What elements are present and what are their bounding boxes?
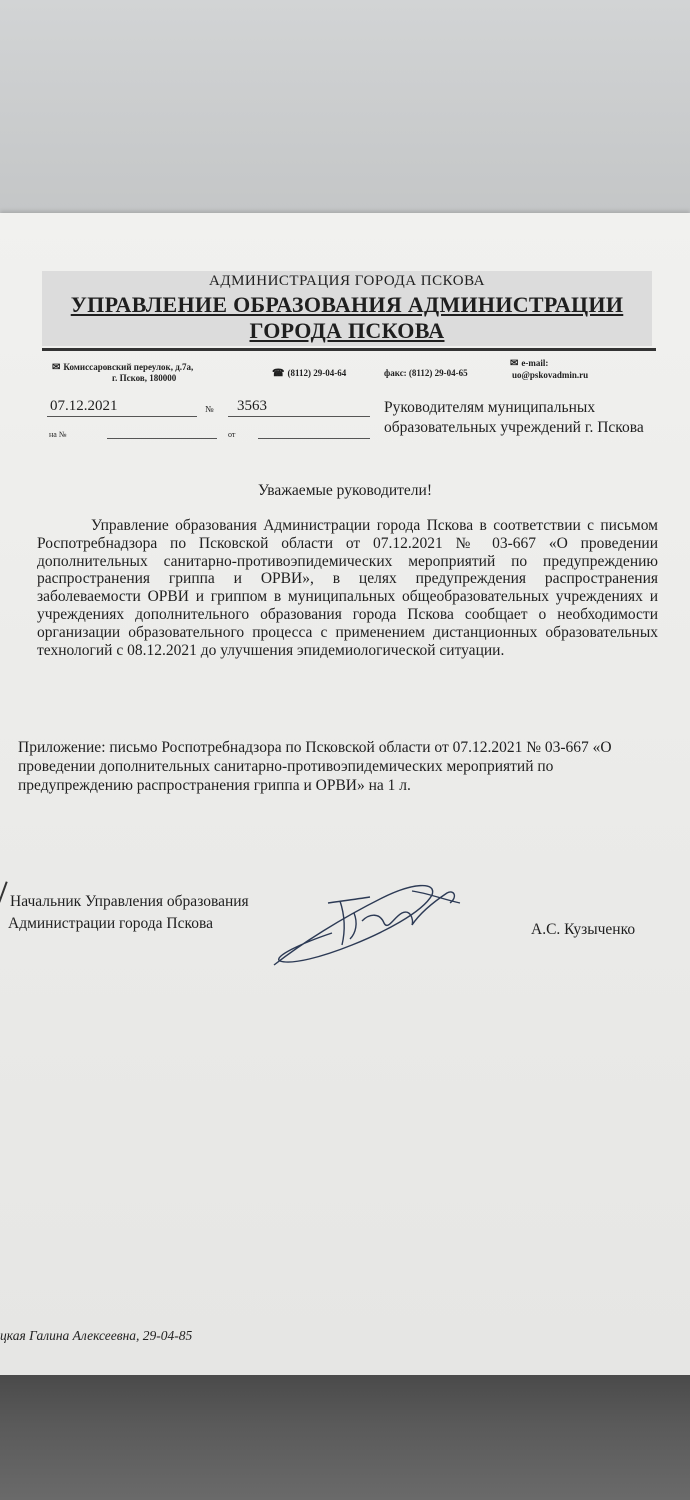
photo-background-bottom <box>0 1375 690 1500</box>
signatory-title-line1: Начальник Управления образования <box>10 893 249 910</box>
address-text-line1: Комиссаровский переулок, д.7а, <box>63 362 194 372</box>
registration-date: 07.12.2021 <box>50 398 118 414</box>
registration-number: 3563 <box>237 398 267 414</box>
number-underline <box>228 415 370 417</box>
reference-date-label: от <box>228 430 236 439</box>
number-sign: № <box>205 404 214 414</box>
reference-number-label: на № <box>49 430 67 439</box>
executor-contact: цкая Галина Алексеевна, 29-04-85 <box>0 1328 193 1343</box>
letter-body: Управление образования Администрации города Пскова в соответствии с письмом Роспотребнадзора по Псковской области от 07.12.2021 № 03-667 «О проведении дополнительных санитарно-противоэпидемических мероприятий по предупреждению распространения гриппа и ОРВИ», в целях предупреждения распространения заболеваемости ОРВИ и гриппом в муниципальных общеобразовательных учреждениях и учреждениях дополнительного образования города Пскова сообщает о необходимости организации образовательного процесса с применением дистанционных образовательных технологий с 08.12.2021 до улучшения эпидемиологической ситуации. <box>37 517 658 659</box>
email-label-text: e-mail: <box>521 358 549 368</box>
photo-background-top <box>0 0 690 215</box>
greeting: Уважаемые руководители! <box>258 482 432 499</box>
address-line2: г. Псков, 180000 <box>112 373 177 383</box>
margin-tick-mark <box>0 881 8 902</box>
date-underline <box>47 415 197 417</box>
phone-icon: ☎ <box>272 368 285 379</box>
email-label <box>510 358 548 369</box>
signatory-name: А.С. Кузыченко <box>531 921 636 938</box>
admin-title: АДМИНИСТРАЦИЯ ГОРОДА ПСКОВА <box>209 273 485 289</box>
department-title-line1: УПРАВЛЕНИЕ ОБРАЗОВАНИЯ АДМИНИСТРАЦИИ <box>70 292 624 317</box>
envelope-icon: ✉ <box>52 362 61 373</box>
email-icon: ✉ <box>510 358 519 369</box>
appendix-note: Приложение: письмо Роспотребнадзора по Псковской области от 07.12.2021 № 03-667 «О проведении дополнительных санитарно-противоэпидемических мероприятий по предупреждению распространения гриппа и ОРВИ» на 1 л. <box>18 739 612 794</box>
email-address: uo@pskovadmin.ru <box>512 370 589 380</box>
reference-date-underline <box>258 437 370 439</box>
fax-number: факс: (8112) 29-04-65 <box>384 368 468 378</box>
addressee: Руководителям муниципальных образовательных учреждений г. Пскова <box>384 399 644 436</box>
signatory-title-line2: Администрации города Пскова <box>8 915 213 932</box>
document-page <box>0 213 690 1375</box>
handwritten-signature <box>262 873 472 973</box>
reference-number-underline <box>107 437 217 439</box>
phone-text: (8112) 29-04-64 <box>287 368 347 378</box>
department-title-line2: ГОРОДА ПСКОВА <box>249 318 445 343</box>
phone-number <box>272 368 346 379</box>
address-line1 <box>52 362 193 373</box>
letterhead-divider <box>42 348 656 351</box>
